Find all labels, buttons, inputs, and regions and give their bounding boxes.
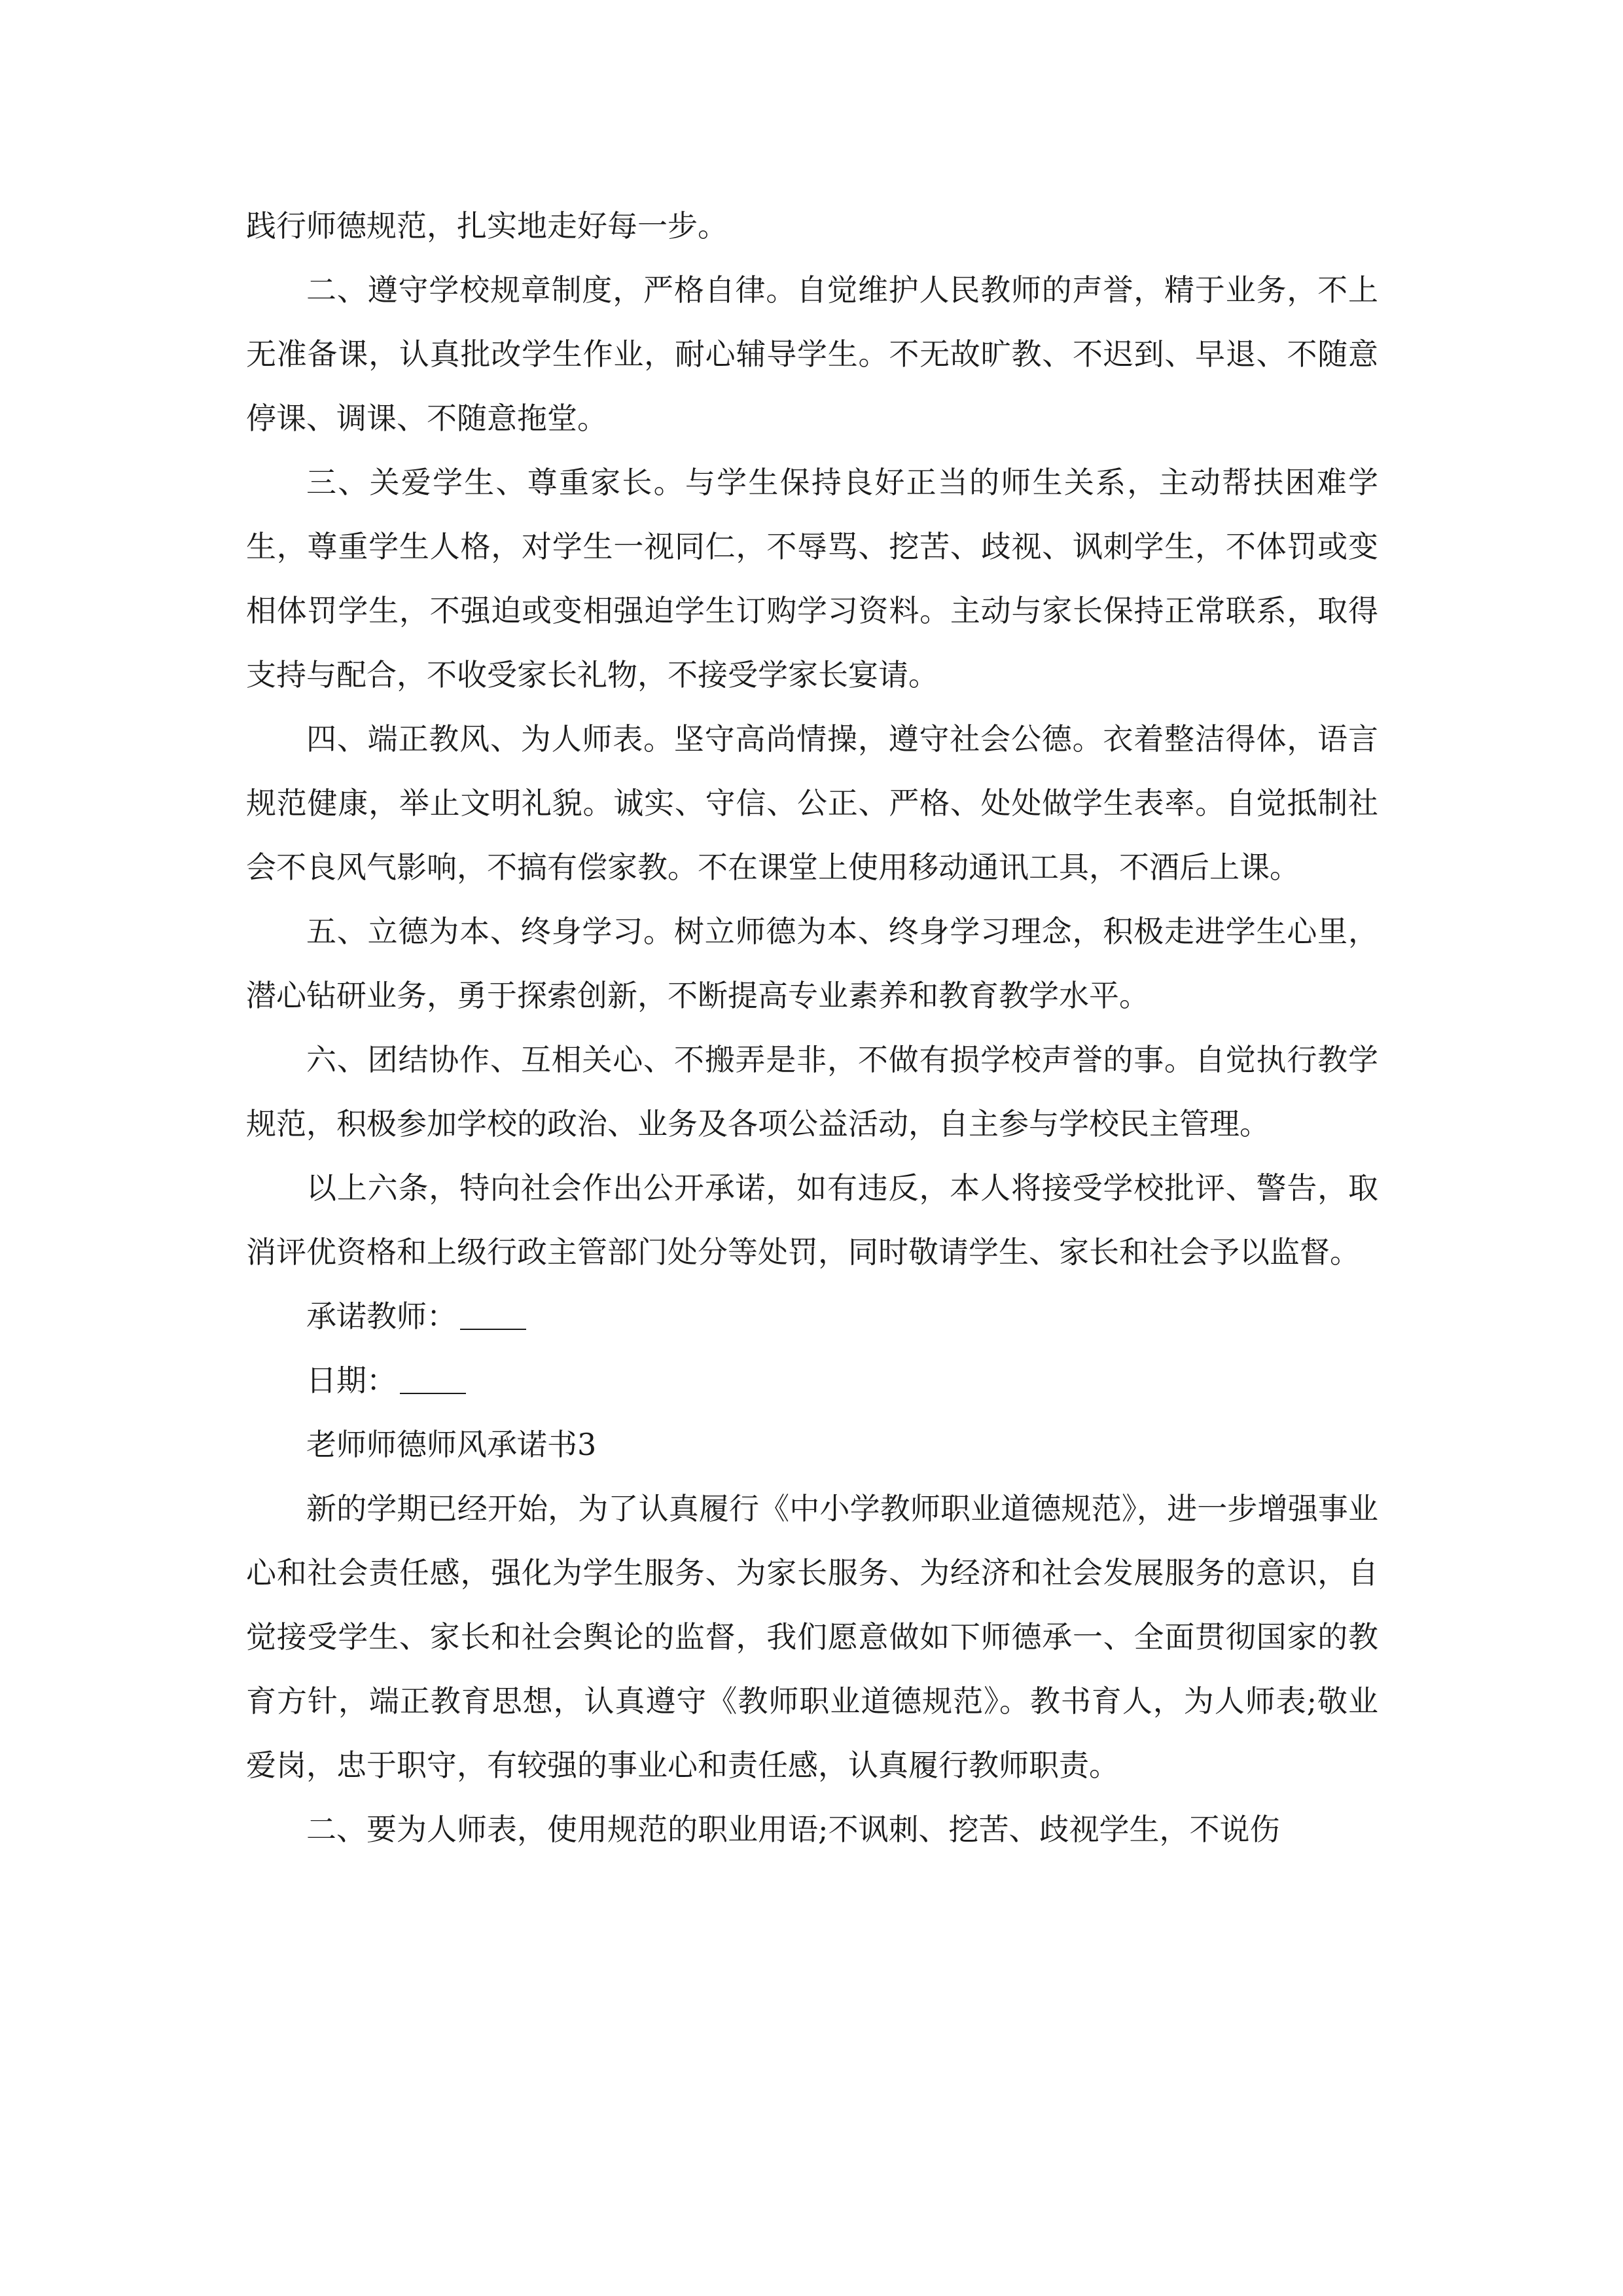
paragraph-intro: 新的学期已经开始，为了认真履行《中小学教师职业道德规范》，进一步增强事业心和社会责任感，强化为学生服务、为家长服务、为经济和社会发展服务的意识，自觉接受学生、家长和社会舆论的监督，我们愿意做如下师德承一、全面贯彻国家的教育方针，端正教育思想，认真遵守《教师职业道德规范》。教书育人，为人师表;敬业爱岗，忠于职守，有较强的事业心和责任感，认真履行教师职责。 <box>246 1491 1378 1783</box>
signature-date-blank <box>400 1363 466 1394</box>
paragraph-rule-2-second: 二、要为人师表，使用规范的职业用语;不讽刺、挖苦、歧视学生，不说伤 <box>306 1812 1280 1847</box>
signature-date-label: 日期： <box>306 1363 397 1398</box>
paragraph-rule-6: 六、团结协作、互相关心、不搬弄是非，不做有损学校声誉的事。自觉执行教学规范，积极参加学校的政治、业务及各项公益活动，自主参与学校民主管理。 <box>246 1042 1378 1141</box>
paragraph-rule-5: 五、立德为本、终身学习。树立师德为本、终身学习理念，积极走进学生心里，潜心钻研业务，勇于探索创新，不断提高专业素养和教育教学水平。 <box>246 914 1378 1013</box>
section-title: 老师师德师风承诺书3 <box>306 1427 597 1462</box>
signature-teacher-line <box>246 1284 1378 1348</box>
signature-teacher-blank <box>460 1299 526 1330</box>
paragraph-pledge-summary: 以上六条，特向社会作出公开承诺，如有违反，本人将接受学校批评、警告，取消评优资格和上级行政主管部门处分等处罚，同时敬请学生、家长和社会予以监督。 <box>246 1170 1378 1270</box>
signature-date-line <box>246 1348 1378 1412</box>
paragraph-rule-4: 四、端正教风、为人师表。坚守高尚情操，遵守社会公德。衣着整洁得体，语言规范健康，举止文明礼貌。诚实、守信、公正、严格、处处做学生表率。自觉抵制社会不良风气影响，不搞有偿家教。不在课堂上使用移动通讯工具，不酒后上课。 <box>246 721 1378 885</box>
paragraph-rule-2: 二、遵守学校规章制度，严格自律。自觉维护人民教师的声誉，精于业务，不上无准备课，认真批改学生作业，耐心辅导学生。不无故旷教、不迟到、早退、不随意停课、调课、不随意拖堂。 <box>246 272 1378 436</box>
paragraph-continuation: 践行师德规范，扎实地走好每一步。 <box>246 208 728 243</box>
document-body <box>246 194 1378 1861</box>
paragraph-rule-3: 三、关爱学生、尊重家长。与学生保持良好正当的师生关系，主动帮扶困难学生，尊重学生人格，对学生一视同仁，不辱骂、挖苦、歧视、讽刺学生，不体罚或变相体罚学生，不强迫或变相强迫学生订购学习资料。主动与家长保持正常联系，取得支持与配合，不收受家长礼物，不接受学家长宴请。 <box>246 465 1378 692</box>
signature-teacher-label: 承诺教师： <box>306 1299 457 1334</box>
